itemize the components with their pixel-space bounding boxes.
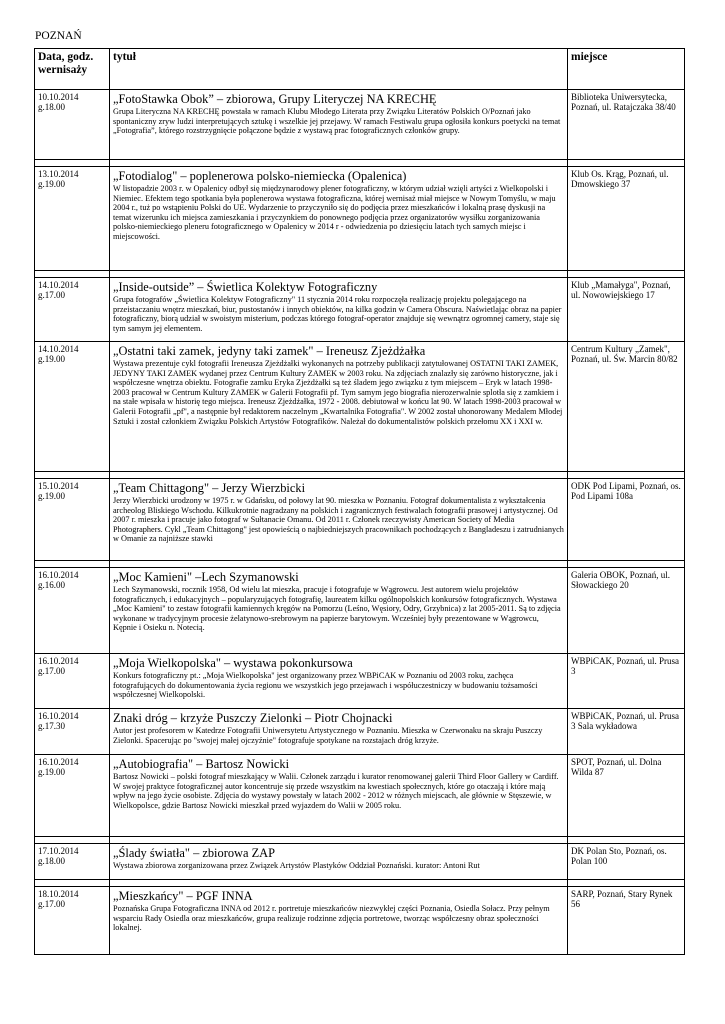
event-body: W listopadzie 2003 r. w Opalenicy odbył się międzynarodowy plener fotograficzny, w którym udział wzięli artyści z Wielkopolski i Niemiec. Efektem tego spotkania była poplenerowa wystawa fotograficzna, której wernisaż miał miejsce w Nowym Tomyślu, w maju 2004 r., tuż po wstąpieniu Polski do UE. Wydarzenie to przyczyniło się do podjęcia przez mieszkańców i lokalną prasę dyskusji na temat wizerunku ich miejsca zamieszkania i przyczynkiem do ponownego podjęcia przez organizatorów wysiłku zorganizowania polsko-niemieckiego pleneru fotograficznego w Opalenicy w 2014 r - odwiedzenia po dziesięciu latach tych samych miejsc i miejscowości. xyxy=(113,184,556,241)
event-body: Bartosz Nowicki – polski fotograf mieszkający w Walii. Członek zarządu i kurator renomowanej galerii Third Floor Gallery w Cardiff. W swojej praktyce fotograficznej autor koncentruje się przede wszystkim na kwestiach społecznych, które go otaczają i które mają wpływ na jego życie osobiste. Zdjęcia do wystawy powstały w latach 2002 - 2012 w różnych miejscach, ale głównie w Stęszewie, w Wielkopolsce, gdzie Bartosz Nowicki mieszkał przed wyjazdem do Walii w 2005 roku. xyxy=(113,772,559,810)
event-desc-cell xyxy=(110,90,568,160)
event-place: Klub „Mamałyga", Poznań, ul. Nowowiejskiego 17 xyxy=(568,278,685,342)
event-title: Znaki dróg – krzyże Puszczy Zielonki – Piotr Chojnacki xyxy=(113,711,393,725)
event-date-cell xyxy=(35,654,110,709)
table-row xyxy=(35,479,685,561)
event-desc-cell xyxy=(110,479,568,561)
event-time: g.19.00 xyxy=(38,491,65,502)
event-body: Grupa Literyczna NA KRECHĘ powstała w ramach Klubu Młodego Literata przy Związku Literatów Polskich O/Poznań jako spontaniczny zryw ludzi interpretujących sztukę i wszelkie jej przejawy. W ramach Festiwalu grupa ogłosiła konkurs poetycki na temat „Fotografia”, którego rozstrzygnięcie połączone będzie z wystawą prac fotograficznych członków grupy. xyxy=(113,107,561,136)
event-body: Wystawa zbiorowa zorganizowana przez Związek Artystów Plastyków Oddział Poznański. kurator: Antoni Rut xyxy=(113,861,480,870)
event-place: Klub Os. Krąg, Poznań, ul. Dmowskiego 37 xyxy=(568,167,685,271)
table-row xyxy=(35,342,685,472)
event-date-cell xyxy=(35,90,110,160)
event-date: 17.10.2014 xyxy=(38,846,79,856)
event-title: „Fotodialog" – poplenerowa polsko-niemiecka (Opalenica) xyxy=(113,169,407,183)
event-body: Lech Szymanowski, rocznik 1958, Od wielu lat mieszka, pracuje i fotografuje w Wągrowcu. Jest autorem wielu projektów fotograficznych, i edukacyjnych – popularyzujących fotografię, laureatem kilku ogólnopolskich konkursów fotograficznych. Wystawa „Moc Kamieni" to zestaw fotografii kamiennych kręgów na Pomorzu (Leśno, Węsiory, Odry, Grzybnica) z lat 2005-2011. Są to zdjęcia wykonane w tradycyjnym procesie żelatynowo-srebrowym na papierze barytowym. Wcześniej były prezentowane w Wągrowcu, Kępnie i Osieku n. Notecią. xyxy=(113,585,561,633)
event-body: Wystawa prezentuje cykl fotografii Ireneusza Zjeżdżałki wykonanych na potrzeby publikacji zatytułowanej OSTATNI TAKI ZAMEK, JEDYNY TAKI ZAMEK wydanej przez Centrum Kultury ZAMEK w 2003 roku. Na zdjęciach znalazły się zarówno historyczne, jak i współczesne wnętrza obiektu. Fotografie zamku Eryka Zjeżdżałki są też śladem jego związku z tym miejscem – Eryk w latach 1998-2003 pracował w Centrum Kultury ZAMEK w Galerii Fotografii pf. Tym samym jego biografia nierozerwalnie splotła się z zamkiem i na stałe wpisała w historię tego miejsca. Ireneusz Zjeżdżałka, 1972 - 2008. debiutował w końcu lat 90. W latach 1998-2003 pracował w Galerii Fotografii „pf", a następnie był redaktorem naczelnym „Kwartalnika Fotografia". W 2002 został uhonorowany Medalem Młodej Sztuki i został członkiem Związku Polskich Artystów Fotografików. Należał do dokumentalistów polskich przełomu XX i XXI w. xyxy=(113,359,563,426)
table-header-row xyxy=(35,49,685,90)
table-row xyxy=(35,167,685,271)
event-date-cell xyxy=(35,479,110,561)
event-time: g.18.00 xyxy=(38,102,65,113)
event-date: 10.10.2014 xyxy=(38,92,79,102)
event-desc-cell xyxy=(110,654,568,709)
event-date: 16.10.2014 xyxy=(38,757,79,767)
header-title: tytuł xyxy=(110,49,568,90)
table-row xyxy=(35,278,685,342)
event-title: „FotoStawka Obok” – zbiorowa, Grupy Literyczej NA KRECHĘ xyxy=(113,92,437,106)
event-body: Poznańska Grupa Fotograficzna INNA od 2012 r. portretuje mieszkańców niezwykłej części Poznania, Osiedla Sołacz. Przy pełnym wsparciu Rady Osiedla oraz mieszkańców, grupa realizuje rodzinne zdjęcia portretowe, tworząc współczesny obraz społeczności lokalnej. xyxy=(113,904,550,933)
table-row xyxy=(35,844,685,880)
table-row xyxy=(35,90,685,160)
event-time: g.18.00 xyxy=(38,856,65,867)
table-row xyxy=(35,654,685,709)
spacer-row xyxy=(35,880,685,887)
header-date: Data, godz. wernisaży xyxy=(35,49,110,90)
spacer-row xyxy=(35,837,685,844)
event-desc-cell xyxy=(110,709,568,755)
event-place: WBPiCAK, Poznań, ul. Prusa 3 xyxy=(568,654,685,709)
event-date: 16.10.2014 xyxy=(38,711,79,721)
event-title: „Ślady światła" – zbiorowa ZAP xyxy=(113,846,275,860)
event-body: Konkurs fotograficzny pt.: „Moja Wielkopolska" jest organizowany przez WBPiCAK w Poznaniu od 2003 roku, zachęca fotografujących do dokumentowania życia regionu we wszystkich jego przejawach i współuczestniczy w budowaniu tożsamości współczesnej Wielkopolski. xyxy=(113,671,538,700)
event-desc-cell xyxy=(110,568,568,654)
event-date-cell xyxy=(35,844,110,880)
exhibition-schedule-table xyxy=(34,48,685,955)
event-place: Biblioteka Uniwersytecka, Poznań, ul. Ratajczaka 38/40 xyxy=(568,90,685,160)
event-body: Grupa fotografów „Świetlica Kolektyw Fotograficzny" 11 stycznia 2014 roku rozpoczęła realizację projektu polegającego na przeistaczaniu wnętrz mieszkań, biur, pustostanów i innych obiektów, na kilka godzin w Camera Obscura. Naświetlając obraz na papier fotograficzny, biorą udział w swoistym misterium, podczas którego fotograf-operator znajduje się wewnątrz ogromnej camery, staje się tym samym jej elementem. xyxy=(113,295,562,333)
table-row xyxy=(35,755,685,837)
event-date-cell xyxy=(35,755,110,837)
header-place: miejsce xyxy=(568,49,685,90)
event-date-cell xyxy=(35,167,110,271)
event-date-cell xyxy=(35,887,110,955)
event-desc-cell xyxy=(110,887,568,955)
event-place: Galeria OBOK, Poznań, ul. Słowackiego 20 xyxy=(568,568,685,654)
event-time: g.19.00 xyxy=(38,354,65,365)
spacer-row xyxy=(35,561,685,568)
event-title: „Moc Kamieni" –Lech Szymanowski xyxy=(113,570,299,584)
event-place: Centrum Kultury „Zamek", Poznań, ul. Św. Marcin 80/82 xyxy=(568,342,685,472)
event-place: SPOT, Poznań, ul. Dolna Wilda 87 xyxy=(568,755,685,837)
table-row xyxy=(35,568,685,654)
event-time: g.17.00 xyxy=(38,666,65,677)
event-title: „Inside-outside” – Świetlica Kolektyw Fotograficzny xyxy=(113,280,378,294)
event-date: 16.10.2014 xyxy=(38,656,79,666)
event-title: „Mieszkańcy" – PGF INNA xyxy=(113,889,253,903)
event-date-cell xyxy=(35,568,110,654)
event-date-cell xyxy=(35,278,110,342)
event-time: g.17.00 xyxy=(38,290,65,301)
event-place: DK Polan Sto, Poznań, os. Polan 100 xyxy=(568,844,685,880)
table-row xyxy=(35,709,685,755)
event-title: „Team Chittagong" – Jerzy Wierzbicki xyxy=(113,481,306,495)
event-date: 15.10.2014 xyxy=(38,481,79,491)
spacer-row xyxy=(35,271,685,278)
event-date: 13.10.2014 xyxy=(38,169,79,179)
event-time: g.16.00 xyxy=(38,580,65,591)
event-date: 14.10.2014 xyxy=(38,280,79,290)
event-desc-cell xyxy=(110,167,568,271)
event-body: Autor jest profesorem w Katedrze Fotografii Uniwersytetu Artystycznego w Poznaniu. Mieszka w Czerwonaku na skraju Puszczy Zielonki. Spacerując po "swojej małej ojczyźnie" fotografuje spotykane na rozstajach dróg krzyże. xyxy=(113,726,543,745)
event-date: 18.10.2014 xyxy=(38,889,79,899)
spacer-row xyxy=(35,160,685,167)
spacer-row xyxy=(35,472,685,479)
event-place: SARP, Poznań, Stary Rynek 56 xyxy=(568,887,685,955)
event-time: g.19.00 xyxy=(38,179,65,190)
event-date: 14.10.2014 xyxy=(38,344,79,354)
event-place: ODK Pod Lipami, Poznań, os. Pod Lipami 108a xyxy=(568,479,685,561)
event-desc-cell xyxy=(110,755,568,837)
event-time: g.19.00 xyxy=(38,767,65,778)
event-desc-cell xyxy=(110,844,568,880)
event-title: „Moja Wielkopolska" – wystawa pokonkursowa xyxy=(113,656,353,670)
event-date: 16.10.2014 xyxy=(38,570,79,580)
table-row xyxy=(35,887,685,955)
event-body: Jerzy Wierzbicki urodzony w 1975 r. w Gdańsku, od połowy lat 90. mieszka w Poznaniu. Fotograf dokumentalista z wykształcenia archeolog Bliskiego Wschodu. Kilkukrotnie nagradzany na polskich i zagranicznych festiwalach fotografii prasowej i artystycznej. Od 2007 r. mieszka i pracuje jako fotograf w Sułtanacie Omanu. Od 2011 r. Członek rzeczywisty American Society of Media Photographers. Cykl „Team Chittagong" jest opowieścią o najbiedniejszych pracownikach pochodzących z Bangladeszu i zatrudnianych w Omanie za najniższe stawki xyxy=(113,496,564,544)
event-place: WBPiCAK, Poznań, ul. Prusa 3 Sala wykładowa xyxy=(568,709,685,755)
event-date-cell xyxy=(35,342,110,472)
event-time: g.17.30 xyxy=(38,721,65,732)
event-desc-cell xyxy=(110,342,568,472)
event-time: g.17.00 xyxy=(38,899,65,910)
city-heading: POZNAŃ xyxy=(35,30,82,42)
event-date-cell xyxy=(35,709,110,755)
event-desc-cell xyxy=(110,278,568,342)
event-title: „Ostatni taki zamek, jedyny taki zamek" – Ireneusz Zjeżdżałka xyxy=(113,344,426,358)
event-title: „Autobiografia" – Bartosz Nowicki xyxy=(113,757,290,771)
